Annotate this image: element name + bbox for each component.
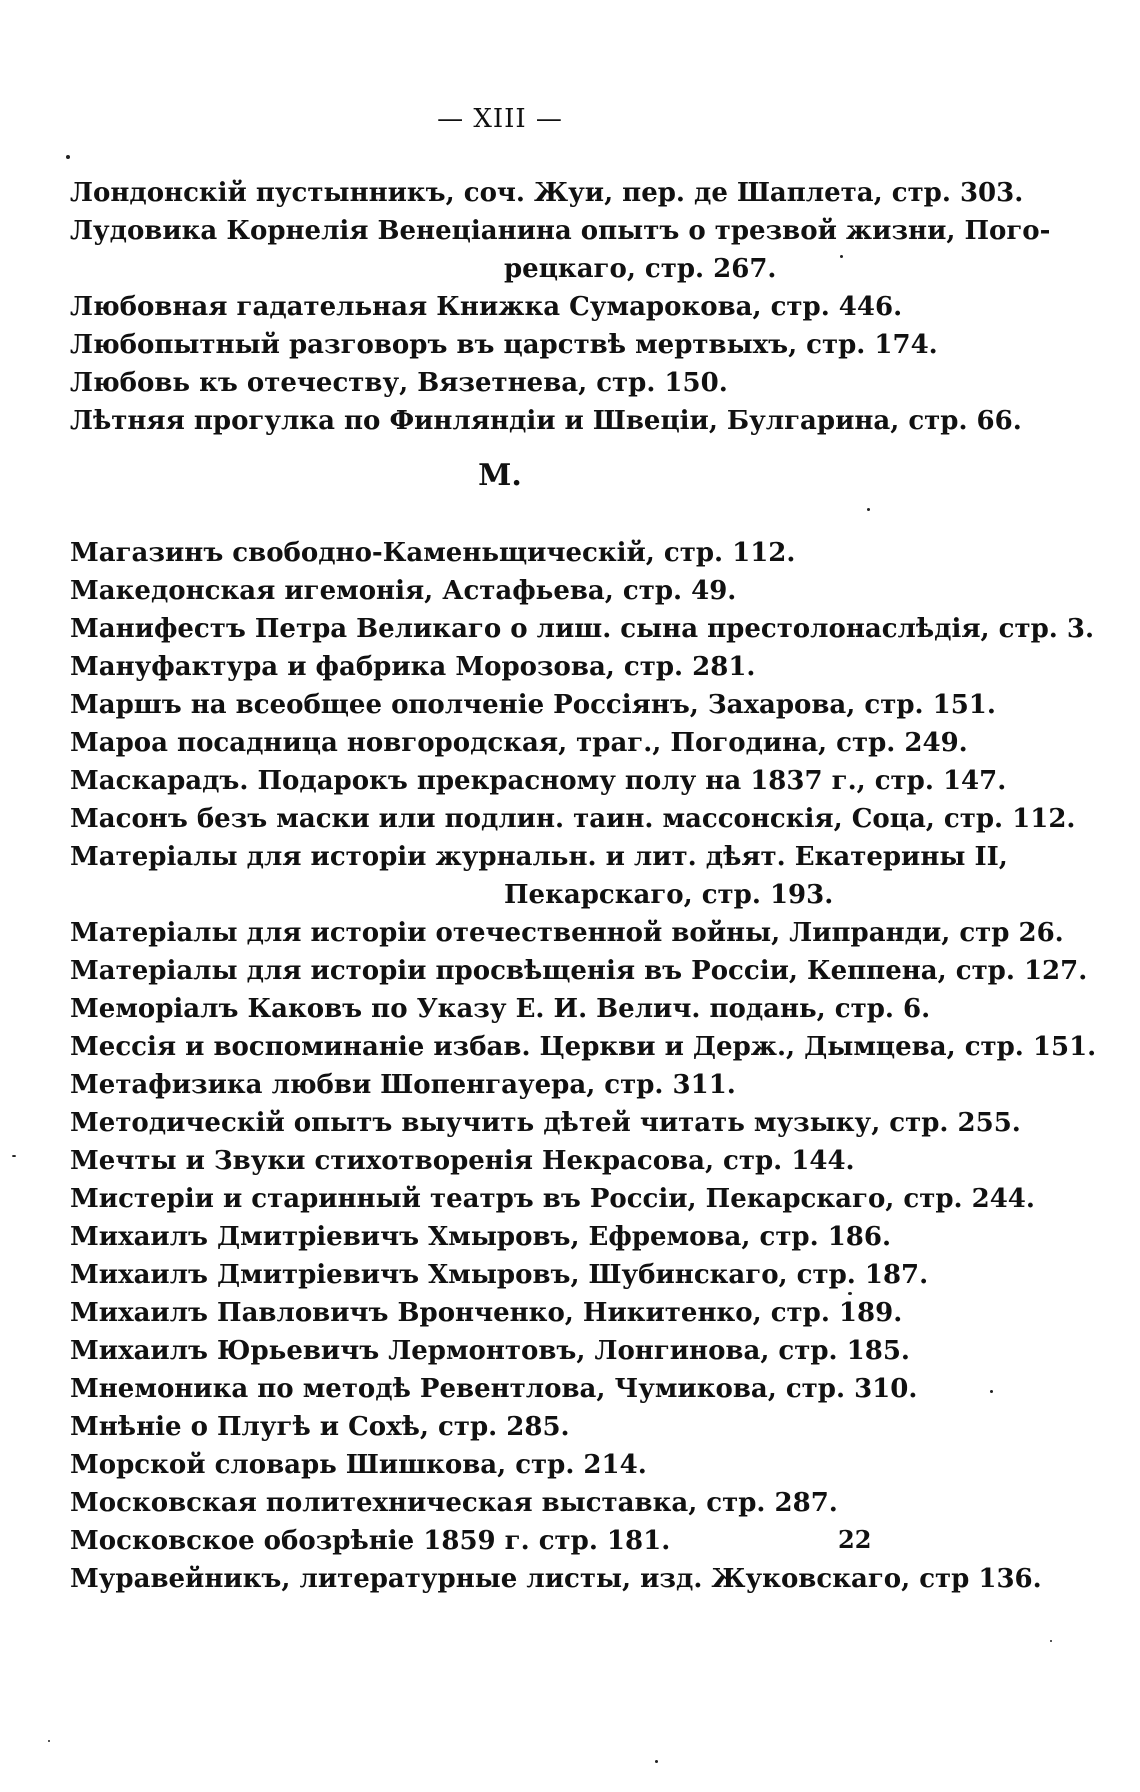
signature-mark: 22 xyxy=(838,1525,872,1554)
scan-speck xyxy=(867,508,870,511)
index-entry: Лудовика Корнелія Венеціанина опытъ о трезвой жизни, Пого- xyxy=(70,216,1051,246)
page-header: — XIII — xyxy=(437,104,563,134)
index-entry: Метафизика любви Шопенгауера, стр. 311. xyxy=(70,1070,736,1100)
index-entry: Любопытный разговоръ въ царствѣ мертвыхъ, стр. 174. xyxy=(70,330,938,360)
index-entry: Мароа посадница новгородская, траг., Погодина, стр. 249. xyxy=(70,728,968,758)
index-entry: Мнѣніе о Плугѣ и Сохѣ, стр. 285. xyxy=(70,1412,570,1442)
scan-speck xyxy=(48,1740,50,1742)
scan-speck xyxy=(840,255,843,258)
index-entry: Михаилъ Дмитріевичъ Хмыровъ, Ефремова, стр. 186. xyxy=(70,1222,892,1252)
index-entry: Мечты и Звуки стихотворенія Некрасова, стр. 144. xyxy=(70,1146,855,1176)
scan-speck xyxy=(990,1390,993,1393)
index-entry: Матеріалы для исторіи журнальн. и лит. дѣят. Екатерины II, xyxy=(70,842,1008,872)
index-entry: Масонъ безъ маски или подлин. таин. массонскія, Соца, стр. 112. xyxy=(70,804,1076,834)
section-heading-m: М. xyxy=(478,458,522,493)
scan-speck xyxy=(66,155,70,159)
index-entry: Маршъ на всеобщее ополченіе Россіянъ, Захарова, стр. 151. xyxy=(70,690,996,720)
index-entry: Муравейникъ, литературные листы, изд. Жуковскаго, стр 136. xyxy=(70,1564,1042,1594)
scan-speck xyxy=(655,1760,658,1763)
index-entry: Мистеріи и старинный театръ въ Россіи, Пекарскаго, стр. 244. xyxy=(70,1184,1035,1214)
index-entry: Морской словарь Шишкова, стр. 214. xyxy=(70,1450,647,1480)
index-entry: Михаилъ Дмитріевичъ Хмыровъ, Шубинскаго, стр. 187. xyxy=(70,1260,929,1290)
index-entry: Любовная гадательная Книжка Сумарокова, стр. 446. xyxy=(70,292,903,322)
index-entry: Любовь къ отечеству, Вязетнева, стр. 150. xyxy=(70,368,728,398)
index-entry: Лѣтняя прогулка по Финляндіи и Швеціи, Булгарина, стр. 66. xyxy=(70,406,1022,436)
index-entry-continuation: Пекарскаго, стр. 193. xyxy=(504,880,834,910)
index-entry: Магазинъ свободно-Каменьщическій, стр. 112. xyxy=(70,538,796,568)
index-entry: Матеріалы для исторіи просвѣщенія въ Россіи, Кеппена, стр. 127. xyxy=(70,956,1088,986)
index-entry: Михаилъ Юрьевичъ Лермонтовъ, Лонгинова, стр. 185. xyxy=(70,1336,910,1366)
index-entry: Манифестъ Петра Великаго о лиш. сына престолонаслѣдія, стр. 3. xyxy=(70,614,1095,644)
index-entry: Методическій опытъ выучить дѣтей читать музыку, стр. 255. xyxy=(70,1108,1021,1138)
index-entry: Матеріалы для исторіи отечественной войны, Липранди, стр 26. xyxy=(70,918,1064,948)
section-l-list xyxy=(70,174,1051,440)
index-entry: Мессія и воспоминаніе избав. Церкви и Держ., Дымцева, стр. 151. xyxy=(70,1032,1097,1062)
index-entry: Мануфактура и фабрика Морозова, стр. 281. xyxy=(70,652,756,682)
index-entry-continuation: рецкаго, стр. 267. xyxy=(504,254,777,284)
index-entry: Московское обозрѣніе 1859 г. стр. 181. xyxy=(70,1526,671,1556)
scan-speck xyxy=(12,1155,16,1157)
index-entry: Меморіалъ Каковъ по Указу Е. И. Велич. подань, стр. 6. xyxy=(70,994,931,1024)
scan-speck xyxy=(848,1292,852,1295)
index-entry: Македонская игемонія, Астафьева, стр. 49. xyxy=(70,576,737,606)
section-m-list xyxy=(70,534,1097,1598)
scan-speck xyxy=(1050,1640,1052,1642)
index-entry: Лондонскій пустынникъ, соч. Жуи, пер. де Шаплета, стр. 303. xyxy=(70,178,1024,208)
index-entry: Маскарадъ. Подарокъ прекрасному полу на 1837 г., стр. 147. xyxy=(70,766,1007,796)
index-entry: Мнемоника по методѣ Ревентлова, Чумикова, стр. 310. xyxy=(70,1374,918,1404)
index-entry: Московская политехническая выставка, стр. 287. xyxy=(70,1488,838,1518)
index-entry: Михаилъ Павловичъ Вронченко, Никитенко, стр. 189. xyxy=(70,1298,903,1328)
